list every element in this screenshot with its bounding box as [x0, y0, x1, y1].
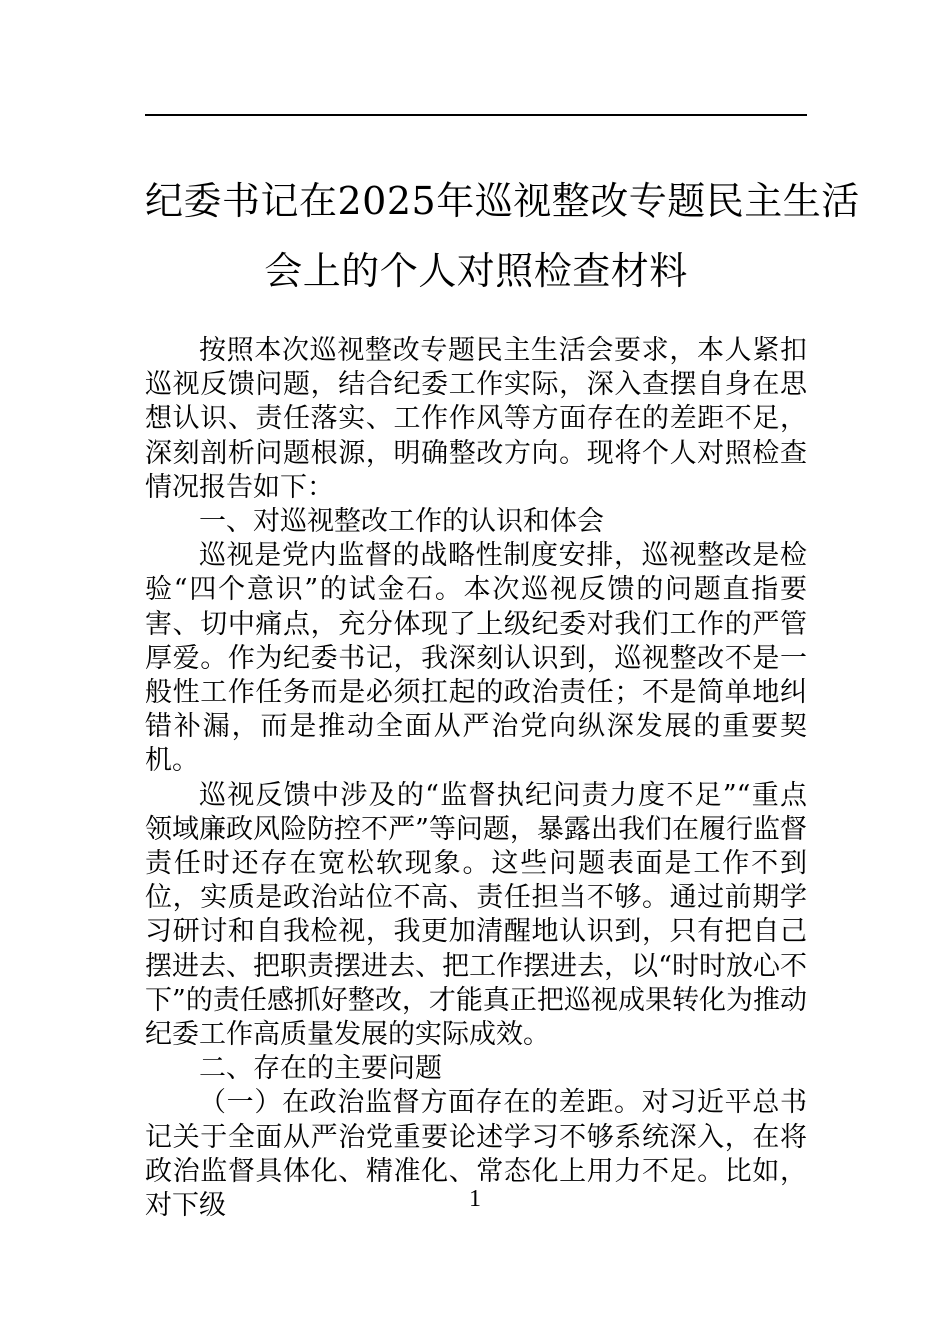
- paragraph-intro: 按照本次巡视整改专题民主生活会要求，本人紧扣巡视反馈问题，结合纪委工作实际，深入查摆自身在思想认识、责任落实、工作作风等方面存在的差距不足，深刻剖析问题根源，明确整改方向。现将个人对照检查情况报告如下：: [145, 335, 807, 503]
- document-body: [145, 334, 807, 1223]
- title-line-2: 会上的个人对照检查材料: [264, 249, 688, 293]
- paragraph-understanding: 巡视是党内监督的战略性制度安排，巡视整改是检验“四个意识”的试金石。本次巡视反馈的问题直指要害、切中痛点，充分体现了上级纪委对我们工作的严管厚爱。作为纪委书记，我深刻认识到，巡视整改不是一般性工作任务而是必须扛起的政治责任；不是简单地纠错补漏，而是推动全面从严治党向纵深发展的重要契机。: [145, 540, 807, 777]
- header-rule: [145, 114, 807, 116]
- page-number: 1: [469, 1186, 481, 1212]
- document-title: [145, 166, 860, 306]
- title-line-1: 纪委书记在2025年巡视整改专题民主生活: [145, 179, 860, 223]
- paragraph-political-supervision: （一）在政治监督方面存在的差距。对习近平总书记关于全面从严治党重要论述学习不够系统深入，在将政治监督具体化、精准化、常态化上用力不足。比如，对下级: [145, 1087, 807, 1222]
- section-heading-2: 二、存在的主要问题: [199, 1053, 442, 1085]
- paragraph-feedback: 巡视反馈中涉及的“监督执纪问责力度不足”“重点领域廉政风险防控不严”等问题，暴露出我们在履行监督责任时还存在宽松软现象。这些问题表面是工作不到位，实质是政治站位不高、责任担当不够。通过前期学习研讨和自我检视，我更加清醒地认识到，只有把自己摆进去、把职责摆进去、把工作摆进去，以“时时放心不下”的责任感抓好整改，才能真正把巡视成果转化为推动纪委工作高质量发展的实际成效。: [145, 779, 807, 1051]
- section-heading-1: 一、对巡视整改工作的认识和体会: [199, 506, 604, 538]
